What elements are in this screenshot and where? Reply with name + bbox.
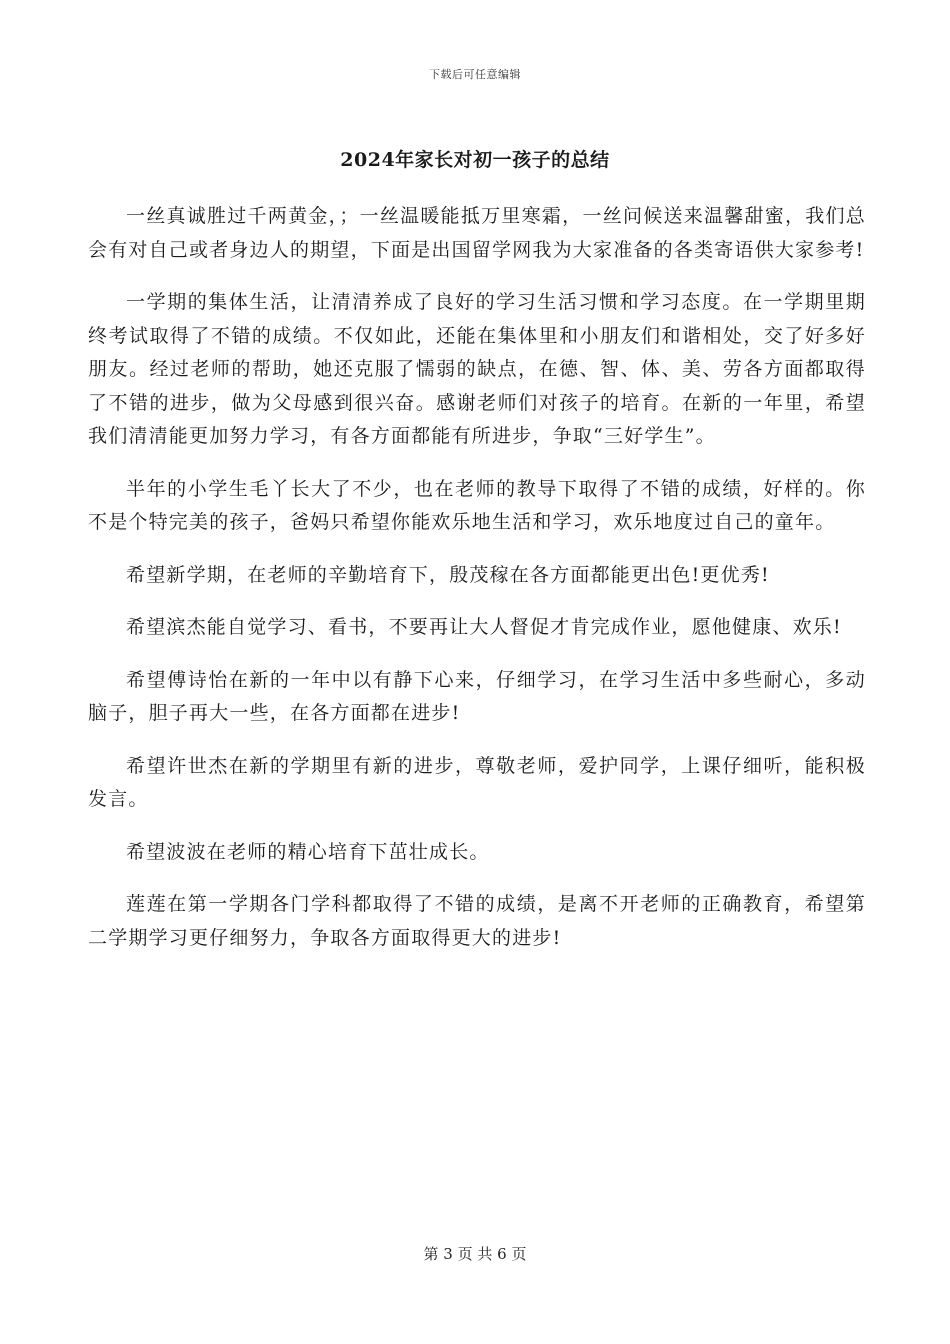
paragraph-lianlian: 莲莲在第一学期各门学科都取得了不错的成绩，是离不开老师的正确教育，希望第二学期学习更仔细努力，争取各方面取得更大的进步! <box>88 893 866 949</box>
paragraph-yinmaojia: 希望新学期，在老师的辛勤培育下，殷茂稼在各方面都能更出色!更优秀! <box>126 563 770 586</box>
paragraph-binjie: 希望滨杰能自觉学习、看书，不要再让大人督促才肯完成作业，愿他健康、欢乐! <box>126 616 842 638</box>
document-title: 2024年家长对初一孩子的总结 <box>340 149 610 171</box>
paragraph-bobo: 希望波波在老师的精心培育下茁壮成长。 <box>126 840 490 863</box>
page-number: 第 3 页 共 6 页 <box>423 1245 527 1263</box>
paragraph-intro: 一丝真诚胜过千两黄金，；一丝温暖能抵万里寒霜，一丝问候送来温馨甜蜜，我们总会有对自己或者身边人的期望，下面是出国留学网我为大家准备的各类寄语供大家参考! <box>88 205 866 261</box>
document-body <box>88 200 866 974</box>
header-note: 下载后可任意编辑 <box>429 68 521 81</box>
paragraph-maoya: 半年的小学生毛丫长大了不少，也在老师的教导下取得了不错的成绩，好样的。你不是个特完美的孩子，爸妈只希望你能欢乐地生活和学习，欢乐地度过自己的童年。 <box>88 477 866 533</box>
paragraph-qingqing: 一学期的集体生活，让清清养成了良好的学习生活习惯和学习态度。在一学期里期终考试取得了不错的成绩。不仅如此，还能在集体里和小朋友们和谐相处，交了好多好朋友。经过老师的帮助，她还克服了懦弱的缺点，在德、智、体、美、劳各方面都取得了不错的进步，做为父母感到很兴奋。感谢老师们对孩子的培育。在新的一年里，希望我们清清能更加努力学习，有各方面都能有所进步，争取“三好学生”。 <box>88 291 866 447</box>
paragraph-xushijie: 希望许世杰在新的学期里有新的进步，尊敬老师，爱护同学，上课仔细听，能积极发言。 <box>88 754 866 810</box>
paragraph-fushiyi: 希望傅诗怡在新的一年中以有静下心来，仔细学习，在学习生活中多些耐心，多动脑子，胆子再大一些，在各方面都在进步! <box>88 668 866 724</box>
